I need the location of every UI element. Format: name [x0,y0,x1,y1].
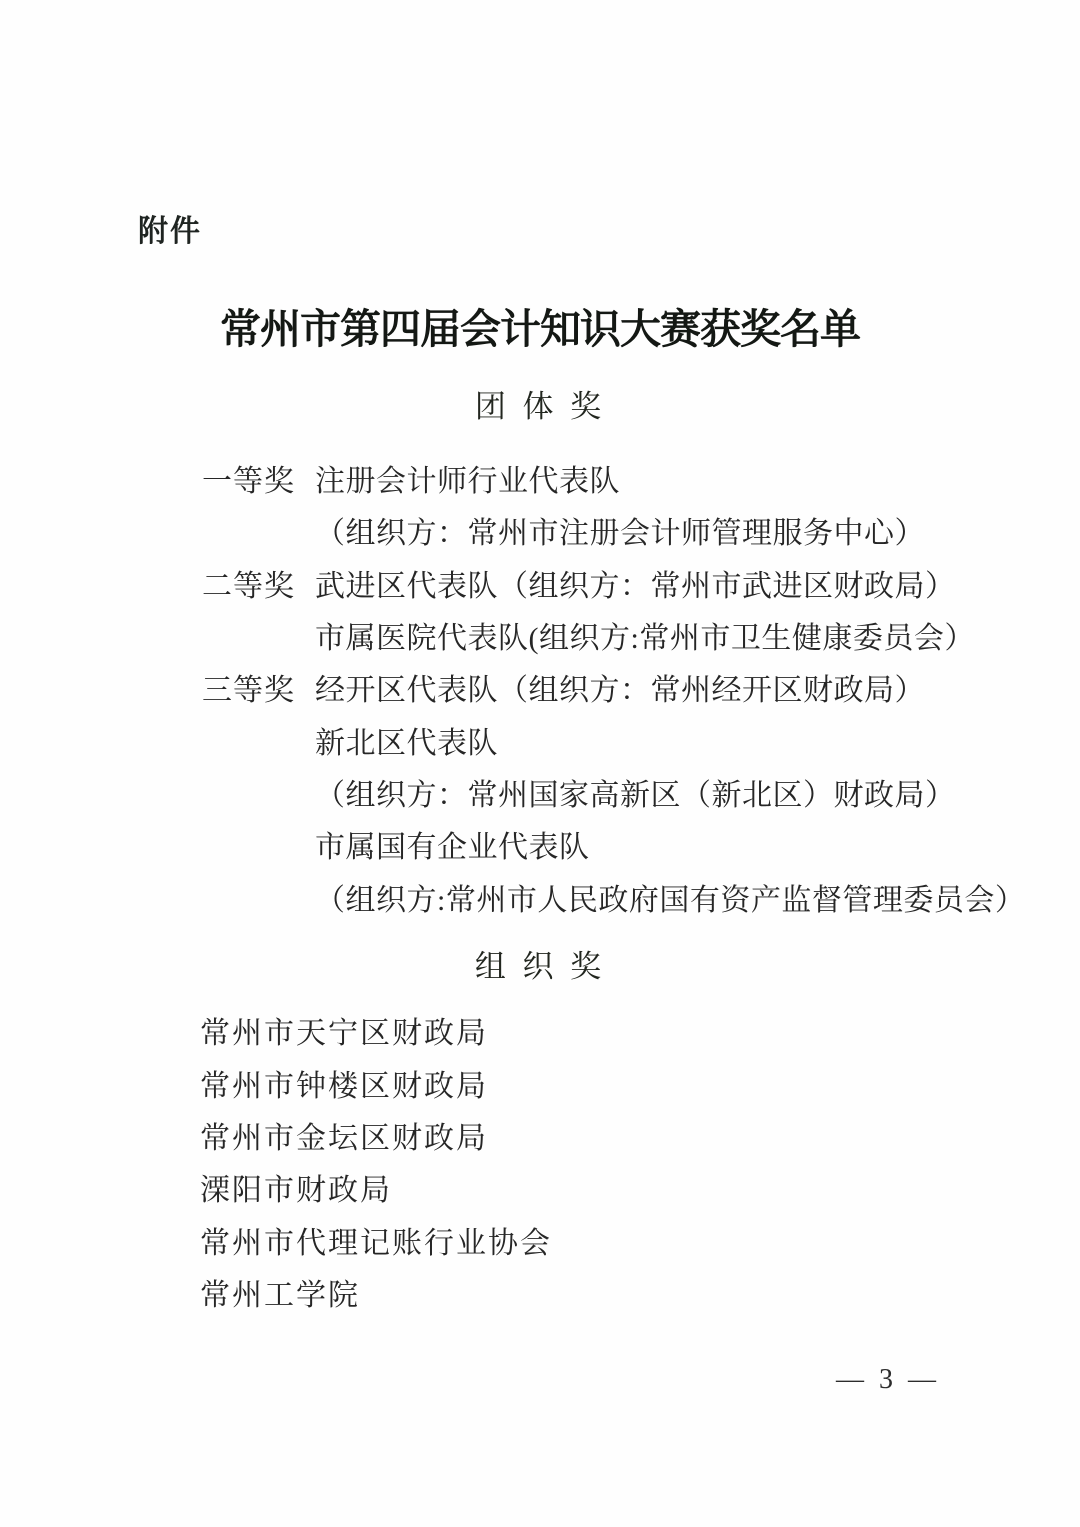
award-text: （组织方：常州国家高新区（新北区）财政局） [315,778,956,812]
award-text: （组织方:常州市人民政府国有资产监督管理委员会） [315,883,1026,917]
award-text: （组织方：常州市注册会计师管理服务中心） [315,517,925,551]
award-line [0,452,1080,504]
list-item [0,1056,1080,1108]
organization-awards-heading: 组 织 奖 [474,949,606,984]
organization-name: 常州市金坛区财政局 [200,1121,488,1155]
award-line [0,766,1080,818]
page-number: — 3 — [836,1364,940,1395]
award-text: 市属医院代表队(组织方:常州市卫生健康委员会） [315,622,975,656]
team-awards-heading: 团 体 奖 [474,389,606,424]
list-item [0,1004,1080,1056]
award-line [0,609,1080,661]
award-line [0,818,1080,870]
list-item [0,1214,1080,1266]
award-line [0,504,1080,556]
award-line [0,870,1080,922]
organization-name: 常州市钟楼区财政局 [200,1069,488,1103]
list-item [0,1161,1080,1213]
award-text: 注册会计师行业代表队 [315,465,620,499]
document-title: 常州市第四届会计知识大赛获奖名单 [220,306,860,352]
prize-label: 一等奖 [202,465,295,499]
award-line [0,713,1080,765]
list-item [0,1266,1080,1318]
organization-name: 常州市代理记账行业协会 [200,1226,552,1260]
attachment-label: 附件 [138,215,202,248]
award-text: 新北区代表队 [315,726,498,760]
organization-name: 溧阳市财政局 [200,1174,392,1208]
award-text: 武进区代表队（组织方：常州市武进区财政局） [315,569,956,603]
organization-name: 常州工学院 [200,1279,360,1313]
team-awards-list [0,452,1080,923]
list-item [0,1109,1080,1161]
award-line [0,661,1080,713]
prize-label: 二等奖 [202,569,295,603]
award-text: 经开区代表队（组织方：常州经开区财政局） [315,674,925,708]
organization-name: 常州市天宁区财政局 [200,1017,488,1051]
organization-awards-list [0,1004,1080,1318]
award-line [0,557,1080,609]
award-text: 市属国有企业代表队 [315,831,590,865]
prize-label: 三等奖 [202,674,295,708]
